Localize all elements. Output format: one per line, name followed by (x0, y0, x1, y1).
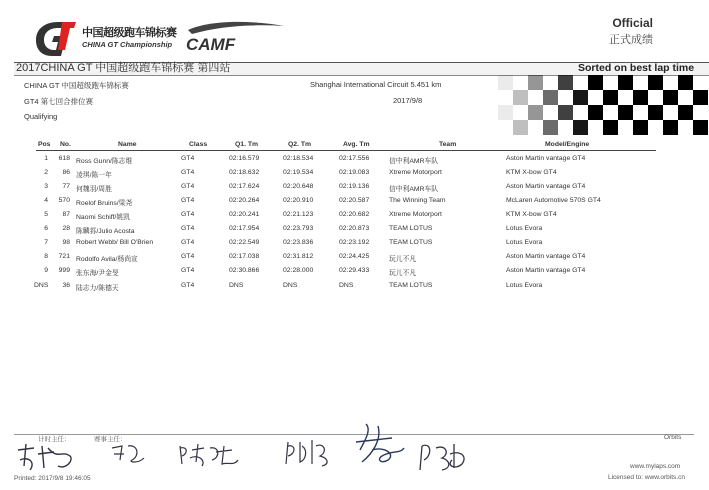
signature-timekeeper (14, 440, 84, 474)
cell-pos: 7 (44, 239, 48, 246)
cell-model: Lotus Evora (506, 282, 543, 289)
checker-square (678, 75, 693, 90)
cell-q2: 02:19.534 (283, 169, 314, 176)
china-gt-logo-cn: 中国超级跑车锦标赛 (82, 27, 177, 39)
checker-square (693, 120, 708, 135)
cell-q1: 02:18.632 (229, 169, 260, 176)
series-name: CHINA GT 中国超级跑车锦标赛 (24, 81, 129, 90)
signature-steward (108, 440, 148, 468)
cell-q1: 02:20.241 (229, 211, 260, 218)
checker-square (513, 90, 528, 105)
cell-model: KTM X-bow GT4 (506, 211, 557, 218)
cell-team: Xtreme Motorport (389, 211, 442, 218)
cell-q1: 02:17.954 (229, 225, 260, 232)
checker-square (543, 90, 558, 105)
table-row (0, 169, 709, 183)
official-stamp (609, 16, 653, 47)
cell-no: 999 (58, 267, 70, 274)
cell-no: 87 (62, 211, 70, 218)
cell-class: GT4 (181, 197, 195, 204)
checker-square (588, 105, 603, 120)
cell-q1: 02:17.038 (229, 253, 260, 260)
cell-name: Roelof Bruins/梁尧 (76, 200, 133, 207)
cell-avg: 02:19.136 (339, 183, 370, 190)
cell-avg: 02:29.433 (339, 267, 370, 274)
checker-square (633, 120, 648, 135)
table-row (0, 239, 709, 253)
cell-team: The Winning Team (389, 197, 446, 204)
china-gt-logo-en: CHINA GT Championship (82, 40, 173, 49)
cell-model: Aston Martin vantage GT4 (506, 183, 586, 190)
cell-team: 信中利AMR车队 (389, 186, 439, 193)
cell-no: 36 (62, 282, 70, 289)
cell-no: 721 (58, 253, 70, 260)
cell-avg: 02:20.587 (339, 197, 370, 204)
camf-logo (180, 18, 290, 54)
checker-square (513, 120, 528, 135)
checker-square (663, 90, 678, 105)
checker-square (693, 90, 708, 105)
cell-model: Lotus Evora (506, 239, 543, 246)
cell-q1: 02:30.866 (229, 267, 260, 274)
table-row (0, 197, 709, 211)
website-label: www.mylaps.com (630, 463, 681, 470)
header-divider (36, 150, 656, 151)
cell-name: Robert Webb/ Bill O'Brien (76, 239, 154, 246)
checker-square (573, 120, 588, 135)
steward-label: 赛事主任： (94, 436, 127, 443)
checker-square (573, 90, 588, 105)
cell-team: 信中利AMR车队 (389, 158, 439, 165)
cell-no: 570 (58, 197, 70, 204)
col-header-q1: Q1. Tm (235, 141, 259, 148)
checker-square (678, 105, 693, 120)
table-row (0, 183, 709, 197)
cell-model: Aston Martin vantage GT4 (506, 155, 586, 162)
checker-square (498, 75, 513, 90)
table-row (0, 253, 709, 267)
event-title: 2017CHINA GT 中国超级跑车锦标赛 第四站 (16, 62, 231, 74)
checker-square (543, 120, 558, 135)
checker-square (603, 120, 618, 135)
cell-name: 凌琪/陈一年 (76, 172, 112, 179)
cell-q2: 02:23.836 (283, 239, 314, 246)
cell-q1: 02:16.579 (229, 155, 260, 162)
session-name-cn: GT4 第七回合排位赛 (24, 97, 94, 106)
cell-team: TEAM LOTUS (389, 282, 433, 289)
checker-square (663, 120, 678, 135)
cell-class: GT4 (181, 253, 195, 260)
cell-model: KTM X-bow GT4 (506, 169, 557, 176)
cell-pos: 1 (44, 155, 48, 162)
cell-no: 618 (58, 155, 70, 162)
license-label: Licensed to: www.orbits.cn (608, 474, 685, 481)
table-row (0, 225, 709, 239)
table-row (0, 282, 709, 296)
printed-timestamp: Printed: 2017/9/8 19:46:05 (14, 475, 91, 482)
cell-name: Rodolfo Avila/杨尚宣 (76, 256, 138, 263)
checker-square (558, 75, 573, 90)
cell-pos: 3 (44, 183, 48, 190)
cell-name: Ross Gunn/陈志维 (76, 158, 133, 165)
signature-official-3 (352, 420, 408, 468)
camf-logo-text: CAMF (186, 35, 236, 54)
col-header-no: No. (60, 141, 71, 148)
checker-square (648, 105, 663, 120)
cell-q2: 02:20.648 (283, 183, 314, 190)
cell-q1: 02:22.549 (229, 239, 260, 246)
checker-square (633, 90, 648, 105)
cell-q2: 02:31.812 (283, 253, 314, 260)
checker-square (558, 105, 573, 120)
cell-no: 28 (62, 225, 70, 232)
col-header-avg: Avg. Tm (343, 141, 370, 148)
cell-model: Aston Martin vantage GT4 (506, 253, 586, 260)
checker-square (528, 105, 543, 120)
cell-name: 张东海/尹金旻 (76, 270, 119, 277)
cell-q1: 02:17.624 (229, 183, 260, 190)
cell-avg: 02:20.682 (339, 211, 370, 218)
checker-square (618, 105, 633, 120)
cell-class: GT4 (181, 225, 195, 232)
signature-official-4 (416, 438, 476, 474)
table-row (0, 211, 709, 225)
col-header-pos: Pos (38, 141, 51, 148)
sort-label: Sorted on best lap time (578, 62, 695, 74)
cell-model: McLaren Automotive 570S GT4 (506, 197, 601, 204)
cell-pos: 8 (44, 253, 48, 260)
cell-name: 陈麟荪/Julio Acosta (76, 228, 135, 235)
cell-pos: 9 (44, 267, 48, 274)
cell-team: TEAM LOTUS (389, 239, 433, 246)
cell-class: GT4 (181, 155, 195, 162)
cell-team: Xtreme Motorport (389, 169, 442, 176)
cell-team: TEAM LOTUS (389, 225, 433, 232)
checker-square (648, 75, 663, 90)
cell-class: GT4 (181, 267, 195, 274)
signature-official-1 (176, 440, 246, 470)
official-label-cn: 正式成绩 (609, 34, 653, 46)
signature-official-2 (282, 436, 342, 468)
cell-q2: 02:23.793 (283, 225, 314, 232)
cell-model: Aston Martin vantage GT4 (506, 267, 586, 274)
checker-square (498, 105, 513, 120)
cell-q2: 02:18.534 (283, 155, 314, 162)
cell-avg: 02:17.556 (339, 155, 370, 162)
official-label: Official (612, 16, 653, 30)
cell-avg: 02:24.425 (339, 253, 370, 260)
circuit-name: Shanghai International Circuit 5.451 km (310, 80, 442, 89)
cell-q2: 02:21.123 (283, 211, 314, 218)
cell-avg: DNS (339, 282, 354, 289)
cell-pos: 4 (44, 197, 48, 204)
cell-class: GT4 (181, 239, 195, 246)
cell-team: 玩儿不凡 (389, 270, 417, 277)
cell-q1: DNS (229, 282, 244, 289)
cell-no: 86 (62, 169, 70, 176)
cell-name: 何魏羽/周胜 (76, 186, 112, 193)
cell-no: 77 (62, 183, 70, 190)
col-header-q2: Q2. Tm (288, 141, 312, 148)
cell-pos: 2 (44, 169, 48, 176)
cell-q1: 02:20.264 (229, 197, 260, 204)
cell-class: GT4 (181, 211, 195, 218)
cell-model: Lotus Evora (506, 225, 543, 232)
cell-pos: 6 (44, 225, 48, 232)
session-type: Qualifying (24, 112, 58, 121)
cell-no: 98 (62, 239, 70, 246)
cell-avg: 02:20.873 (339, 225, 370, 232)
cell-q2: 02:28.000 (283, 267, 314, 274)
cell-avg: 02:23.192 (339, 239, 370, 246)
cell-class: GT4 (181, 169, 195, 176)
cell-pos: 5 (44, 211, 48, 218)
cell-team: 玩儿不凡 (389, 256, 417, 263)
cell-class: GT4 (181, 183, 195, 190)
col-header-name: Name (118, 141, 137, 148)
col-header-class: Class (189, 141, 208, 148)
orbits-label: Orbits (664, 434, 682, 441)
checker-square (618, 75, 633, 90)
col-header-model: Model/Engine (545, 141, 590, 148)
table-row (0, 267, 709, 281)
checkered-flag-graphic (470, 75, 709, 137)
cell-avg: 02:19.083 (339, 169, 370, 176)
timekeeper-label: 计时主任： (38, 436, 71, 443)
cell-name: Naomi Schiff/姚凯 (76, 214, 130, 221)
checker-square (528, 75, 543, 90)
col-header-team: Team (439, 141, 457, 148)
cell-q2: 02:20.910 (283, 197, 314, 204)
checker-square (603, 90, 618, 105)
cell-name: 陆志力/陈德天 (76, 285, 119, 292)
checker-square (588, 75, 603, 90)
session-date: 2017/9/8 (393, 96, 423, 105)
table-row (0, 155, 709, 169)
cell-q2: DNS (283, 282, 298, 289)
cell-pos: DNS (34, 282, 49, 289)
cell-class: GT4 (181, 282, 195, 289)
